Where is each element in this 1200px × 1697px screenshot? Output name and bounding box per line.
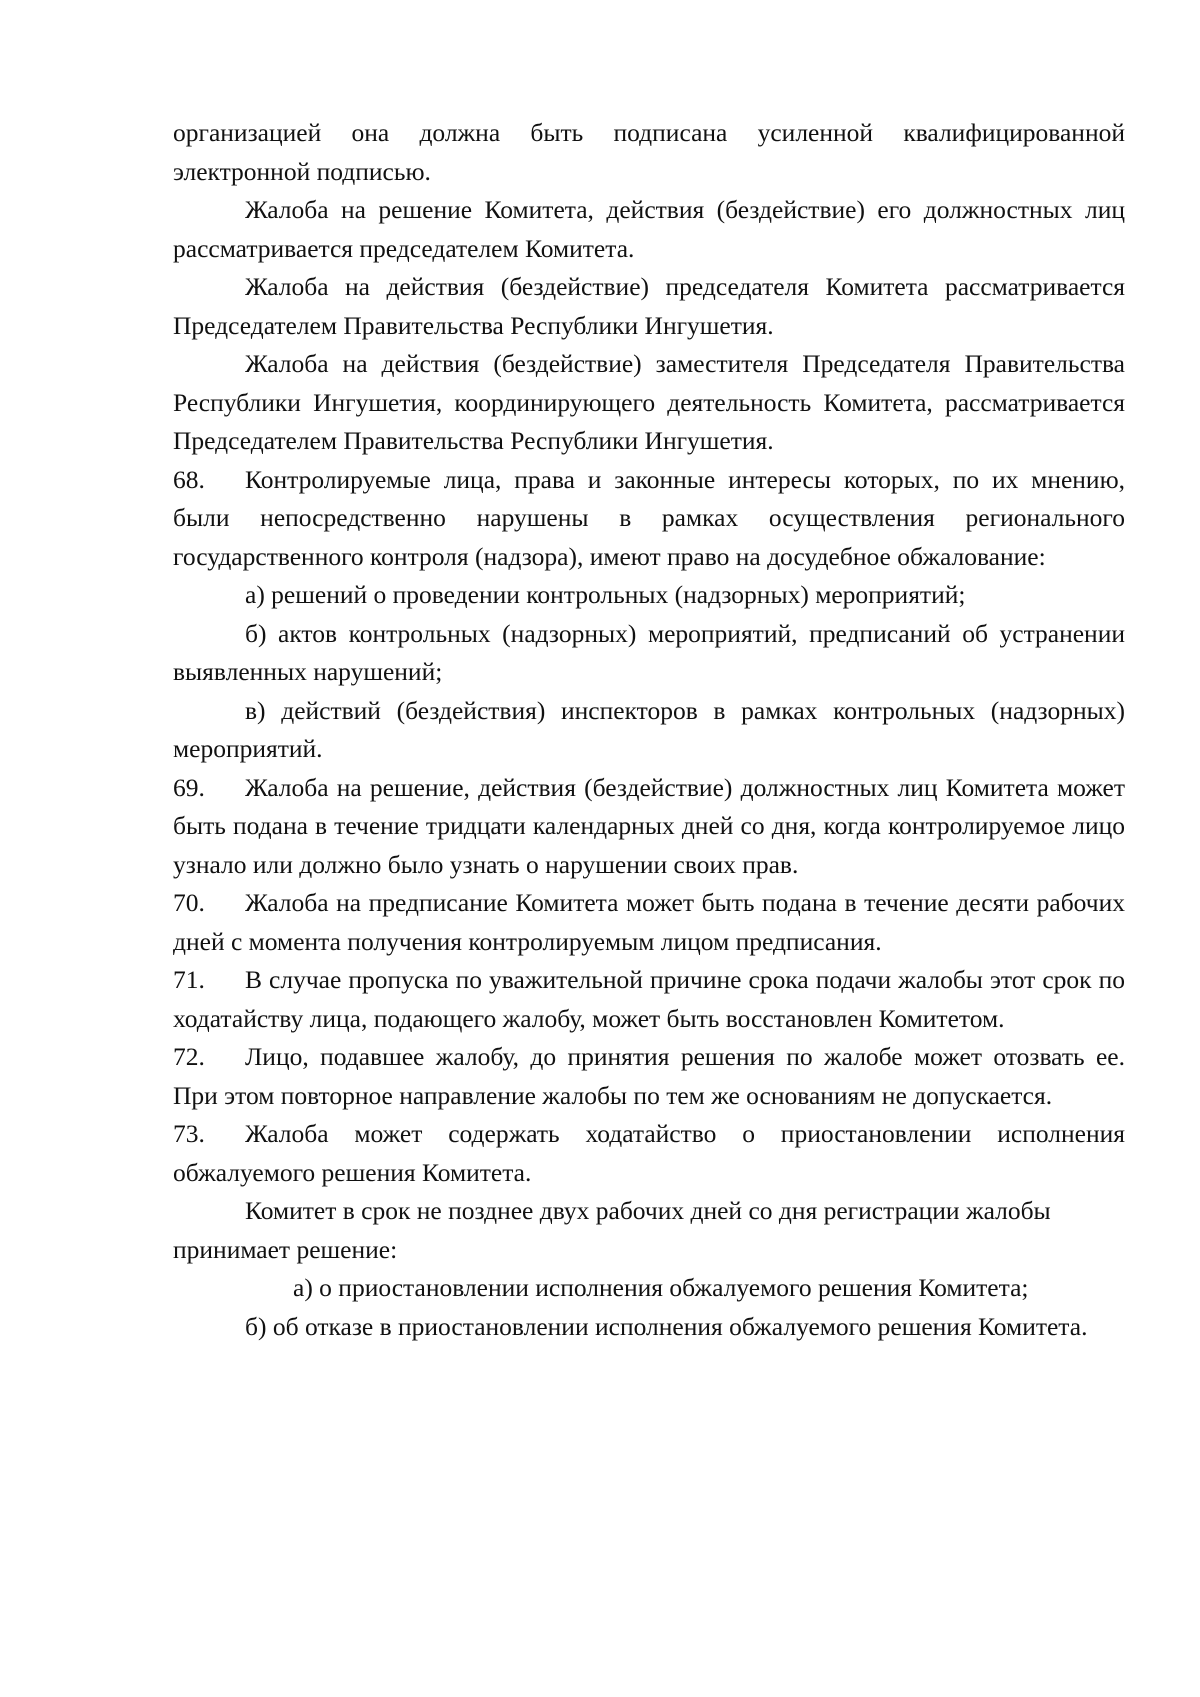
clause-72 [173,1038,1125,1115]
clause-71 [173,961,1125,1038]
paragraph-complaint-chairman: Жалоба на действия (бездействие) председателя Комитета рассматривается Председателем Правительства Республики Ингушетия. [173,272,1125,340]
clause-number: 69. [173,772,205,802]
document-page [173,114,1125,1346]
clause-text: Лицо, подавшее жалобу, до принятия решения по жалобе может отозвать ее. При этом повторное направление жалобы по тем же основаниям не допускается. [173,1042,1125,1110]
clause-number: 68. [173,464,205,494]
list-item-68b: б) актов контрольных (надзорных) мероприятий, предписаний об устранении выявленных нарушений; [173,618,1125,686]
list-item-68a: а) решений о проведении контрольных (надзорных) мероприятий; [245,580,966,609]
clause-73 [173,1115,1125,1192]
list-item-73a: а) о приостановлении исполнения обжалуемого решения Комитета; [293,1273,1029,1302]
paragraph-complaint-deputy: Жалоба на действия (бездействие) заместителя Председателя Правительства Республики Ингушетия, координирующего деятельность Комитета, рассматривается Председателем Правительства Республики Ингушетия. [173,349,1125,455]
clause-text: Жалоба на решение, действия (бездействие) должностных лиц Комитета может быть подана в течение тридцати календарных дней со дня, когда контролируемое лицо узнало или должно было узнать о нарушении своих прав. [173,772,1125,879]
clause-number: 73. [173,1119,205,1148]
paragraph-decision-intro: Комитет в срок не позднее двух рабочих дней со дня регистрации жалобы принимает решение: [173,1196,1051,1264]
list-item-68c: в) действий (бездействия) инспекторов в рамках контрольных (надзорных) мероприятий. [173,695,1125,763]
clause-text: Контролируемые лица, права и законные интересы которых, по их мнению, были непосредственно нарушены в рамках осуществления регионального государственного контроля (надзора), имеют право на досудебное обжалование: [173,464,1125,571]
clause-number: 72. [173,1042,205,1071]
clause-number: 70. [173,888,205,917]
clause-text: В случае пропуска по уважительной причине срока подачи жалобы этот срок по ходатайству лица, подающего жалобу, может быть восстановлен Комитетом. [173,965,1125,1033]
paragraph-complaint-committee: Жалоба на решение Комитета, действия (бездействие) его должностных лиц рассматривается председателем Комитета. [173,195,1125,263]
clause-68 [173,461,1125,577]
clause-number: 71. [173,965,205,994]
list-item-73b: б) об отказе в приостановлении исполнения обжалуемого решения Комитета. [245,1311,1088,1341]
paragraph-continuation: организацией она должна быть подписана усиленной квалифицированной электронной подписью. [173,118,1125,186]
clause-69 [173,769,1125,885]
clause-70 [173,884,1125,961]
clause-text: Жалоба на предписание Комитета может быть подана в течение десяти рабочих дней с момента получения контролируемым лицом предписания. [173,888,1125,956]
clause-text: Жалоба может содержать ходатайство о приостановлении исполнения обжалуемого решения Комитета. [173,1119,1125,1187]
